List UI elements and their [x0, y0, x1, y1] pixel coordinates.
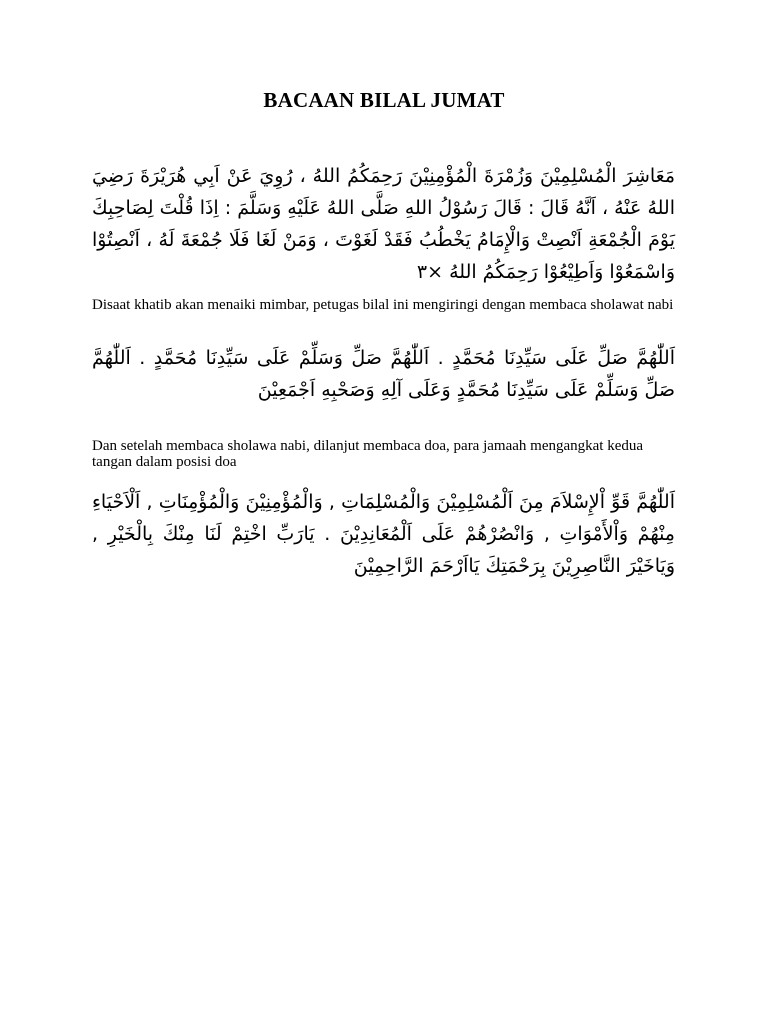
- instruction-sholawat: Disaat khatib akan menaiki mimbar, petugas bilal ini mengiringi dengan membaca sholawat nabi: [92, 297, 674, 313]
- document-title: BACAAN BILAL JUMAT: [263, 88, 505, 112]
- arabic-opening-text: مَعَاشِرَ الْمُسْلِمِيْنَ وَزُمْرَةَ الْمُؤْمِنِيْنَ رَحِمَكُمُ اللهُ ، رُوِيَ عَنْ اَبِي هُرَيْرَةَ رَضِيَ اللهُ عَنْهُ ، اَنَّهُ قَالَ : قَالَ رَسُوْلُ اللهِ صَلَّى اللهُ عَلَيْهِ وَسَلَّمَ : اِذَا قُلْتَ لِصَاحِبِكَ يَوْمَ الْجُمْعَةِ اَنْصِتْ وَالْإِمَامُ يَخْطُبُ فَقَدْ لَغَوْتَ ، وَمَنْ لَغَا فَلَا جُمْعَةَ لَهُ ، اَنْصِتُوْا وَاسْمَعُوْا وَاَطِيْعُوْا رَحِمَكُمُ اللهُ ×٣: [92, 165, 675, 283]
- arabic-doa-text: اَللّٰهُمَّ قَوِّ اْلإِسْلاَمَ مِنَ اَلْمُسْلِمِيْنَ وَالْمُسْلِمَاتِ , وَالْمُؤْمِنِيْنَ وَالْمُؤْمِنَاتِ , اَلْاَحْيَاءِ مِنْهُمْ وَاْلأَمْوَاتِ , وَانْصُرْهُمْ عَلَى اَلْمُعَانِدِيْنَ . يَارَبِّ اخْتِمْ لَنَا مِنْكَ بِالْخَيْرِ , وَيَاخَيْرَ النَّاصِرِيْنَ بِرَحْمَتِكَ يَااَرْحَمَ الرَّاحِمِيْنَ: [92, 491, 675, 577]
- instruction-doa: Dan setelah membaca sholawa nabi, dilanjut membaca doa, para jamaah mengangkat kedua tangan dalam posisi doa: [92, 438, 644, 470]
- arabic-sholawat-text: اَللّٰهُمَّ صَلِّ عَلَى سَيِّدِنَا مُحَمَّدٍ . اَللّٰهُمَّ صَلِّ وَسَلِّمْ عَلَى سَيِّدِنَا مُحَمَّدٍ . اَللّٰهُمَّ صَلِّ وَسَلِّمْ عَلَى سَيِّدِنَا مُحَمَّدٍ وَعَلَى آلِهِ وَصَحْبِهِ اَجْمَعِيْنَ: [92, 347, 675, 401]
